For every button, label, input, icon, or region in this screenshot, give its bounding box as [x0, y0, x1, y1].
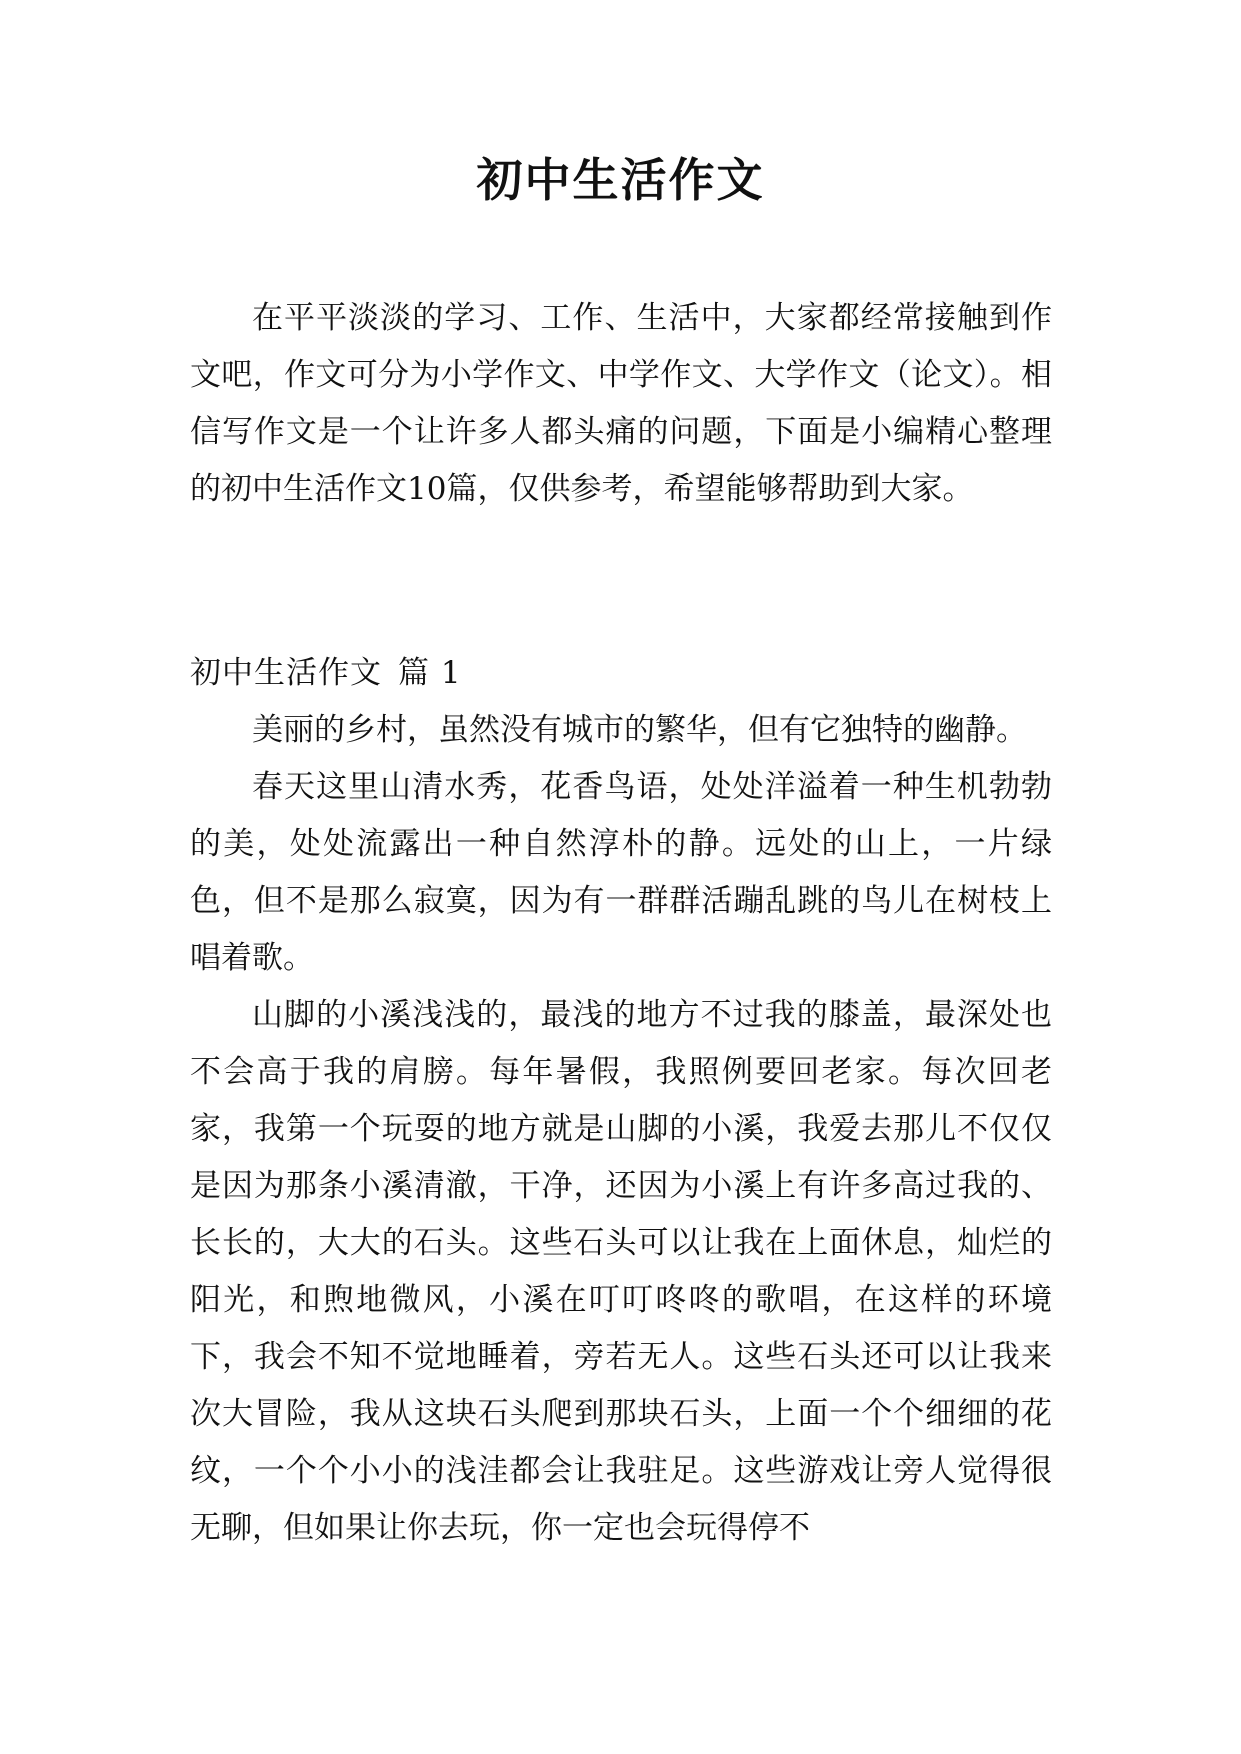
essay-paragraph: 美丽的乡村，虽然没有城市的繁华，但有它独特的幽静。: [252, 712, 1027, 748]
intro-paragraph: 在平平淡淡的学习、工作、生活中，大家都经常接触到作文吧，作文可分为小学作文、中学作文、大学作文（论文）。相信写作文是一个让许多人都头痛的问题，下面是小编精心整理的初中生活作文10篇，仅供参考，希望能够帮助到大家。: [190, 300, 1052, 507]
essay-paragraph: 春天这里山清水秀，花香鸟语，处处洋溢着一种生机勃勃的美，处处流露出一种自然淳朴的静。远处的山上，一片绿色，但不是那么寂寞，因为有一群群活蹦乱跳的鸟儿在树枝上唱着歌。: [190, 769, 1052, 976]
section-heading-number: 篇 1: [398, 655, 462, 691]
document-title: 初中生活作文: [476, 153, 765, 207]
section-heading-title: 初中生活作文: [190, 655, 382, 691]
essay-section-1: [190, 645, 1052, 1557]
essay-paragraph: 山脚的小溪浅浅的，最浅的地方不过我的膝盖，最深处也不会高于我的肩膀。每年暑假，我照例要回老家。每次回老家，我第一个玩耍的地方就是山脚的小溪，我爱去那儿不仅仅是因为那条小溪清澈，干净，还因为小溪上有许多高过我的、长长的，大大的石头。这些石头可以让我在上面休息，灿烂的阳光，和煦地微风，小溪在叮叮咚咚的歌唱，在这样的环境下，我会不知不觉地睡着，旁若无人。这些石头还可以让我来次大冒险，我从这块石头爬到那块石头，上面一个个细细的花纹，一个个小小的浅洼都会让我驻足。这些游戏让旁人觉得很无聊，但如果让你去玩，你一定也会玩得停不: [190, 997, 1052, 1546]
intro-block: [190, 290, 1052, 518]
section-heading: [190, 645, 1052, 702]
